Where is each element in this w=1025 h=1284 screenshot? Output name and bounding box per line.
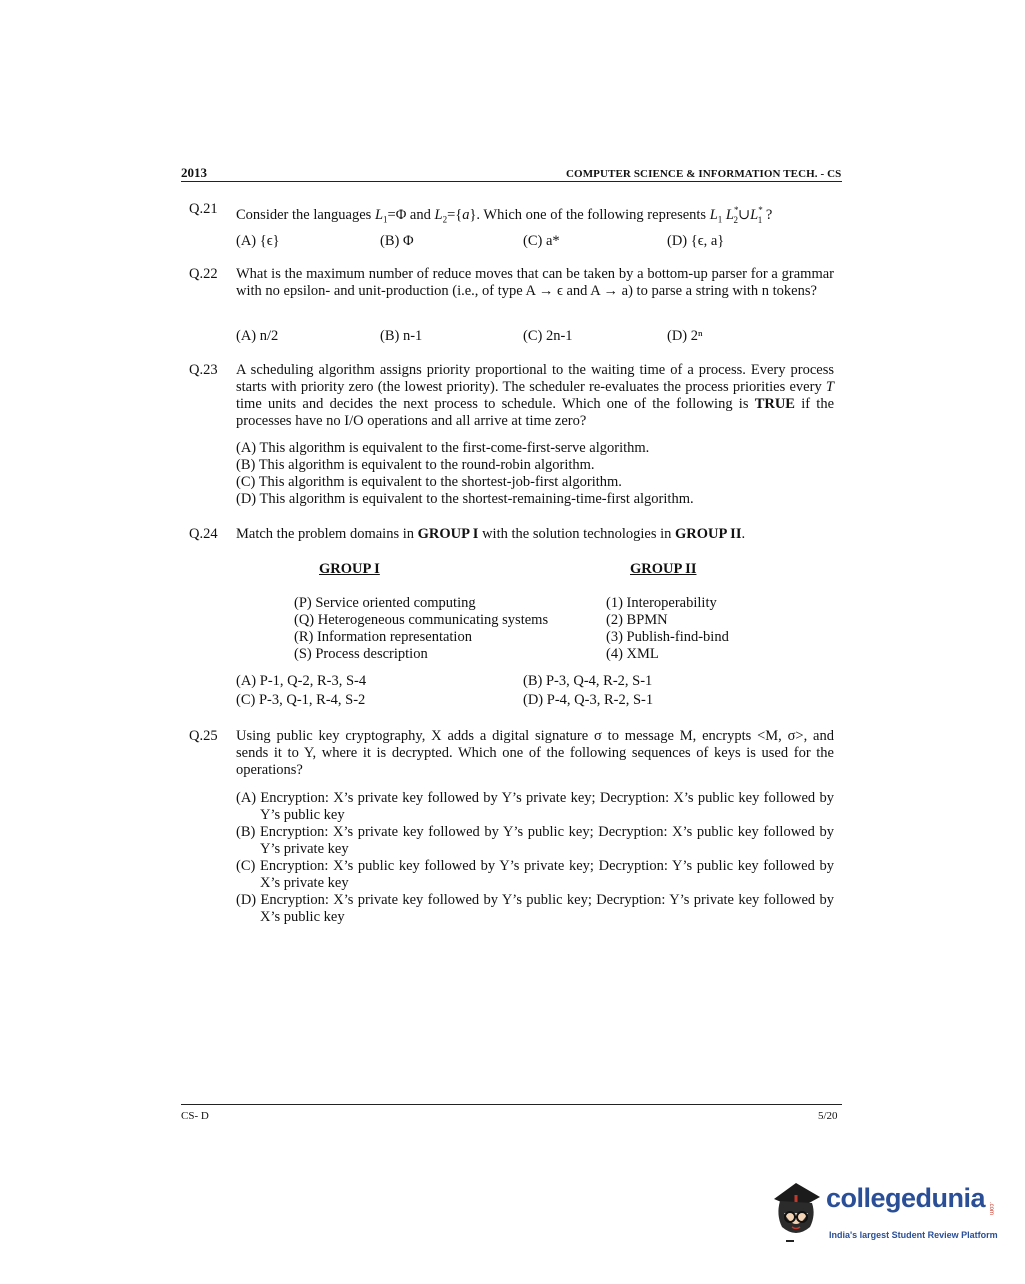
option-d: (D) Encryption: X’s private key followed by Y’s public key; Decryption: Y’s private key followed by X’s public key — [236, 892, 834, 925]
group1-heading: GROUP I — [319, 561, 380, 577]
option-a: (A) n/2 — [236, 328, 279, 344]
option-list — [236, 790, 834, 926]
question-number: Q.25 — [189, 728, 218, 744]
question-number: Q.22 — [189, 266, 218, 282]
question-text: What is the maximum number of reduce moves that can be taken by a bottom-up parser for a grammar with no epsilon- and unit-production (i.e., of type A → ϵ and A → a) to parse a string with n tokens? — [236, 266, 834, 299]
question-number: Q.24 — [189, 526, 218, 542]
option-b: (B) n-1 — [380, 328, 423, 344]
option-b: (B) This algorithm is equivalent to the round-robin algorithm. — [236, 457, 595, 473]
collegedunia-mascot-icon — [766, 1175, 828, 1247]
header-year: 2013 — [181, 165, 207, 180]
option-c: (C) 2n-1 — [523, 328, 573, 344]
option-a: (A) This algorithm is equivalent to the first-come-first-serve algorithm. — [236, 440, 650, 456]
option-d: (D) {ϵ, a} — [667, 233, 725, 249]
group1-item: (R) Information representation — [294, 629, 472, 645]
option-b: (B) Encryption: X’s private key followed by Y’s public key; Decryption: X’s public key followed by Y’s private key — [236, 824, 834, 857]
group1-item: (Q) Heterogeneous communicating systems — [294, 612, 549, 628]
option-a: (A) {ϵ} — [236, 233, 280, 249]
option-d: (D) This algorithm is equivalent to the shortest-remaining-time-first algorithm. — [236, 491, 694, 507]
footer-rule — [181, 1104, 842, 1105]
option-c: (C) P-3, Q-1, R-4, S-2 — [236, 692, 366, 708]
footer-page: 5/20 — [818, 1110, 838, 1122]
logo-suffix: .com — [988, 1202, 994, 1216]
option-c: (C) This algorithm is equivalent to the shortest-job-first algorithm. — [236, 474, 622, 490]
option-list — [236, 440, 834, 508]
group2-item: (4) XML — [606, 646, 659, 662]
question-text: Consider the languages $L_1=\Phi$ and $L_2=\{a\}$. Which one of the following represents $L_1$ $L^*_2\cup L^*_1$ ? — [236, 205, 773, 225]
question-number: Q.23 — [189, 362, 218, 378]
question-text: Match the problem domains in GROUP I with the solution technologies in GROUP II. — [236, 526, 746, 542]
option-d: (D) P-4, Q-3, R-2, S-1 — [523, 692, 654, 708]
header-rule — [181, 181, 842, 182]
header-title: COMPUTER SCIENCE & INFORMATION TECH. - CS — [566, 168, 842, 180]
option-b: (B) P-3, Q-4, R-2, S-1 — [523, 673, 653, 689]
question-number: Q.21 — [189, 201, 218, 217]
group2-item: (2) BPMN — [606, 612, 668, 628]
group1-item: (P) Service oriented computing — [294, 595, 476, 611]
group2-item: (1) Interoperability — [606, 595, 717, 611]
group2-item: (3) Publish-find-bind — [606, 629, 729, 645]
question-text: Using public key cryptography, X adds a digital signature σ to message M, encrypts <M, σ>, and sends it to Y, where it is decrypted. Which one of the following sequences of keys is used for the operations? — [236, 728, 834, 778]
logo-tagline: India's largest Student Review Platform — [829, 1230, 998, 1240]
group2-list — [606, 595, 729, 663]
question-text: A scheduling algorithm assigns priority proportional to the waiting time of a process. Every process starts with priority zero (the lowest priority). The scheduler re-evaluates the process priorities every T time units and decides the next process to schedule. Which one of the following is TRUE if the processes have no I/O operations and all arrive at time zero? — [236, 362, 834, 429]
option-b: (B) Φ — [380, 233, 414, 249]
option-d: (D) 2ⁿ — [667, 328, 703, 344]
group2-heading: GROUP II — [630, 561, 697, 577]
group1-list — [294, 595, 548, 663]
option-a: (A) P-1, Q-2, R-3, S-4 — [236, 673, 367, 689]
group1-item: (S) Process description — [294, 646, 428, 662]
option-c: (C) a* — [523, 233, 560, 249]
option-c: (C) Encryption: X’s public key followed by Y’s private key; Decryption: Y’s public key followed by X’s private key — [236, 858, 834, 891]
logo-wordmark: collegedunia — [826, 1183, 986, 1213]
option-a: (A) Encryption: X’s private key followed by Y’s private key; Decryption: X’s public key followed by Y’s public key — [236, 790, 834, 823]
footer-code: CS- D — [181, 1110, 209, 1122]
